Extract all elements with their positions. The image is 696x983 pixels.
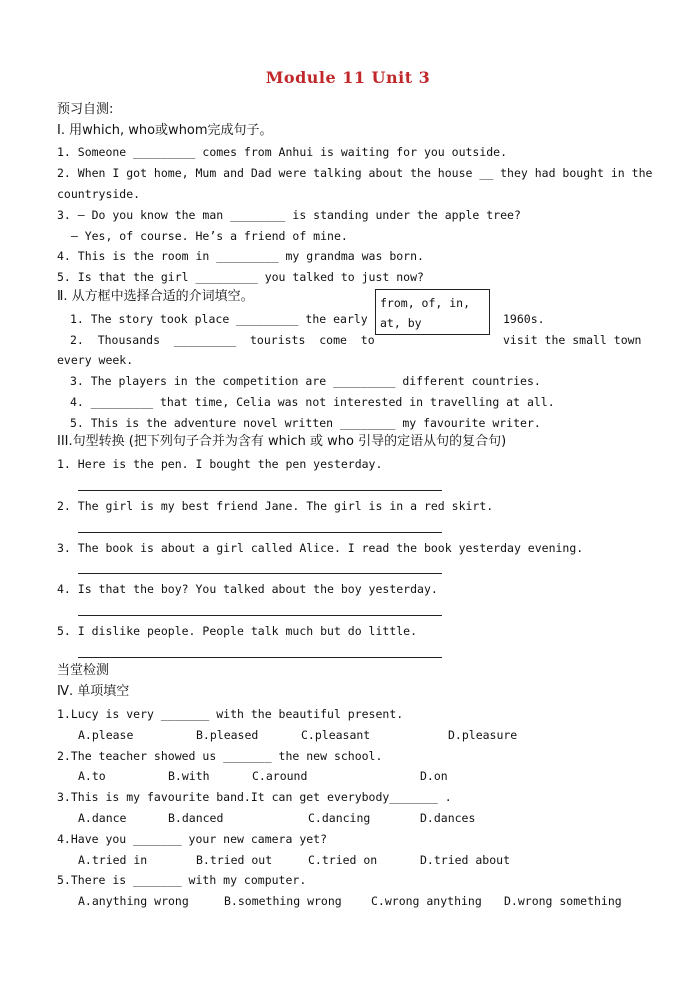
mc-option: B.pleased xyxy=(196,728,259,742)
word-box: from, of, in, at, by xyxy=(375,289,490,335)
mc-option: A.please xyxy=(78,728,134,742)
mc-option: D.on xyxy=(420,769,448,783)
class-check-heading: 当堂检测 xyxy=(57,663,110,678)
answer-line xyxy=(78,615,442,616)
section-3-heading: III.句型转换 (把下列句子合并为含有 which 或 who 引导的定语从句的复合句) xyxy=(57,434,507,449)
mc-option: C.tried on xyxy=(308,853,378,867)
section-2-item: 1960s. xyxy=(503,312,545,326)
mc-option: D.wrong something xyxy=(504,894,622,908)
mc-question: 2.The teacher showed us _______ the new school. xyxy=(57,749,383,763)
mc-option: D.pleasure xyxy=(448,728,518,742)
answer-line xyxy=(78,490,442,491)
mc-option: D.dances xyxy=(420,811,476,825)
section-1-item: 5. Is that the girl _________ you talked to just now? xyxy=(57,270,424,284)
section-2-heading: Ⅱ. 从方框中选择合适的介词填空。 xyxy=(57,289,254,304)
section-1-item: 1. Someone _________ comes from Anhui is waiting for you outside. xyxy=(57,145,508,159)
mc-option: A.tried in xyxy=(78,853,148,867)
section-2-item: 5. This is the adventure novel written ________ my favourite writer. xyxy=(70,416,541,430)
mc-option: A.dance xyxy=(78,811,127,825)
mc-option: D.tried about xyxy=(420,853,511,867)
section-2-item: 2. Thousands _________ tourists come to xyxy=(70,333,375,347)
section-3-item: 5. I dislike people. People talk much but do little. xyxy=(57,624,418,638)
mc-question: 3.This is my favourite band.It can get everybody_______ . xyxy=(57,790,452,804)
section-2-item: visit the small town xyxy=(503,333,642,347)
answer-line xyxy=(78,657,442,658)
section-4-heading: Ⅳ. 单项填空 xyxy=(57,684,130,699)
section-2-item: 4. _________ that time, Celia was not interested in travelling at all. xyxy=(70,395,555,409)
mc-option: B.with xyxy=(168,769,210,783)
mc-option: C.around xyxy=(252,769,308,783)
section-1-heading: Ⅰ. 用which, who或whom完成句子。 xyxy=(57,123,273,138)
section-1-item: 3. — Do you know the man ________ is standing under the apple tree? xyxy=(57,208,521,222)
preview-heading: 预习自测: xyxy=(57,102,114,117)
mc-option: A.to xyxy=(78,769,106,783)
answer-line xyxy=(78,532,442,533)
section-3-item: 3. The book is about a girl called Alice. I read the book yesterday evening. xyxy=(57,541,584,555)
page-title: Module 11 Unit 3 xyxy=(265,68,431,87)
section-3-item: 4. Is that the boy? You talked about the boy yesterday. xyxy=(57,582,438,596)
section-1-item: — Yes, of course. He’s a friend of mine. xyxy=(57,229,348,243)
mc-question: 1.Lucy is very _______ with the beautiful present. xyxy=(57,707,404,721)
section-1-item: 4. This is the room in _________ my grandma was born. xyxy=(57,249,424,263)
section-1-item: 2. When I got home, Mum and Dad were talking about the house __ they had bought in the xyxy=(57,166,653,180)
mc-option: A.anything wrong xyxy=(78,894,189,908)
section-2-item: 1. The story took place _________ the early xyxy=(70,312,368,326)
section-3-item: 2. The girl is my best friend Jane. The girl is in a red skirt. xyxy=(57,499,494,513)
section-2-item: every week. xyxy=(57,353,134,367)
section-2-item: 3. The players in the competition are _________ different countries. xyxy=(70,374,541,388)
mc-option: B.tried out xyxy=(196,853,273,867)
section-3-item: 1. Here is the pen. I bought the pen yesterday. xyxy=(57,457,383,471)
mc-option: C.pleasant xyxy=(301,728,371,742)
section-1-item: countryside. xyxy=(57,187,141,201)
answer-line xyxy=(78,573,442,574)
mc-option: B.danced xyxy=(168,811,224,825)
mc-question: 5.There is _______ with my computer. xyxy=(57,873,307,887)
mc-option: B.something wrong xyxy=(224,894,342,908)
mc-option: C.wrong anything xyxy=(371,894,482,908)
mc-option: C.dancing xyxy=(308,811,371,825)
mc-question: 4.Have you _______ your new camera yet? xyxy=(57,832,328,846)
